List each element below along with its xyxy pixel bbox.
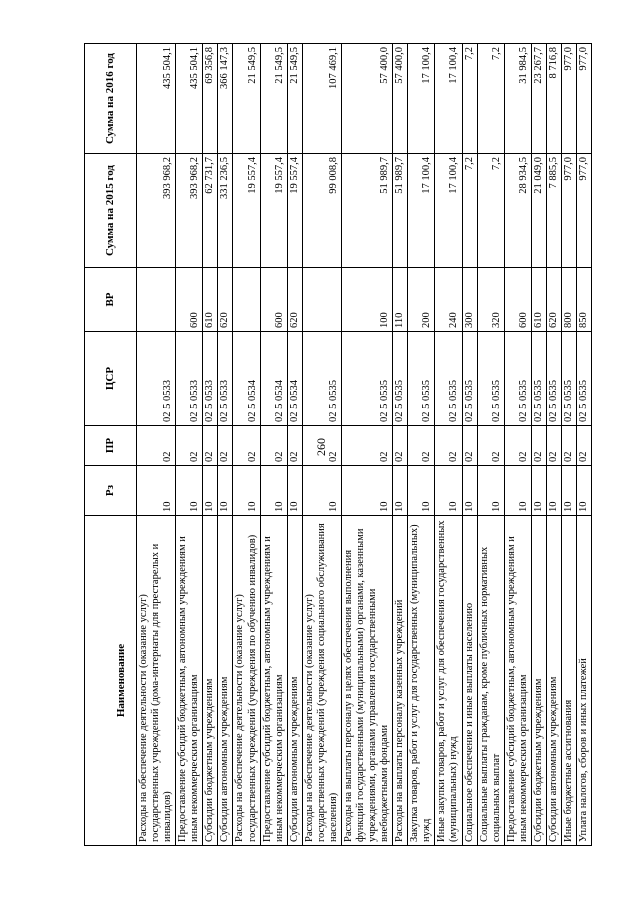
table-row [233,44,260,846]
cell-vr: 620 [287,268,302,332]
table-row [577,44,592,846]
cell-rz: 10 [504,466,531,516]
rotated-table-container [84,44,589,846]
cell-rz: 10 [302,466,341,516]
cell-name: Расходы на выплаты персоналу казенных учреждений [393,516,408,846]
cell-sum-2015: 28 934,5 [504,154,531,268]
table-row [302,44,341,846]
cell-sum-2015: 7,2 [462,154,477,268]
table-row [203,44,218,846]
cell-sum-2015: 51 989,7 [341,154,392,268]
cell-pr: 02 [393,426,408,466]
header-sum-2016: Сумма на 2016 год [85,44,137,154]
cell-sum-2016: 435 504,1 [176,44,203,154]
cell-csr: 02 5 0535 [577,332,592,426]
cell-sum-2015: 977,0 [561,154,576,268]
cell-csr: 02 5 0533 [203,332,218,426]
cell-sum-2015: 21 049,0 [531,154,546,268]
table-row [435,44,462,846]
cell-sum-2015: 19 557,4 [233,154,260,268]
cell-rz: 10 [137,466,176,516]
cell-sum-2015: 51 989,7 [393,154,408,268]
cell-rz: 10 [577,466,592,516]
cell-sum-2015: 393 968,2 [176,154,203,268]
cell-name: Иные бюджетные ассигнования [561,516,576,846]
cell-name: Расходы на выплаты персоналу в целях обеспечения выполнения функций государственными (муниципальными) органами, казенными учреждениями, органами управления государственными внебюджетными фондами [341,516,392,846]
header-pr: ПР [85,426,137,466]
table-row [176,44,203,846]
table-row [561,44,576,846]
cell-vr: 600 [504,268,531,332]
cell-csr: 02 5 0535 [393,332,408,426]
cell-vr: 110 [393,268,408,332]
cell-sum-2015: 17 100,4 [435,154,462,268]
cell-name: Предоставление субсидий бюджетным, автономным учреждениям и иным некоммерческим организациям [176,516,203,846]
cell-rz: 10 [218,466,233,516]
page-number: 260 [314,438,328,456]
cell-vr: 610 [531,268,546,332]
cell-sum-2015: 19 557,4 [260,154,287,268]
cell-name: Расходы на обеспечение деятельности (оказание услуг) государственных учреждений (дома-интернаты для престарелых и инвалидов) [137,516,176,846]
table-row [408,44,435,846]
cell-sum-2015: 7 885,5 [546,154,561,268]
cell-sum-2015: 19 557,4 [287,154,302,268]
cell-name: Субсидии бюджетным учреждениям [531,516,546,846]
table-row [504,44,531,846]
cell-csr: 02 5 0535 [302,332,341,426]
cell-csr: 02 5 0534 [287,332,302,426]
cell-pr: 02 [203,426,218,466]
cell-rz: 10 [233,466,260,516]
cell-name: Социальное обеспечение и иные выплаты населению [462,516,477,846]
cell-rz: 10 [341,466,392,516]
cell-sum-2016: 21 549,5 [287,44,302,154]
cell-rz: 10 [176,466,203,516]
table-row [462,44,477,846]
table-row [477,44,504,846]
cell-sum-2016: 107 469,1 [302,44,341,154]
cell-rz: 10 [435,466,462,516]
table-body [137,44,592,846]
cell-pr: 02 [176,426,203,466]
cell-name: Субсидии бюджетным учреждениям [203,516,218,846]
cell-sum-2016: 7,2 [477,44,504,154]
cell-name: Иные закупки товаров, работ и услуг для обеспечения государственных (муниципальных) нужд [435,516,462,846]
cell-vr: 610 [203,268,218,332]
cell-vr: 620 [546,268,561,332]
cell-sum-2016: 31 984,5 [504,44,531,154]
cell-pr: 02 [260,426,287,466]
cell-name: Субсидии автономным учреждениям [546,516,561,846]
cell-csr: 02 5 0535 [408,332,435,426]
cell-csr: 02 5 0535 [561,332,576,426]
cell-sum-2016: 57 400,0 [393,44,408,154]
cell-csr: 02 5 0535 [531,332,546,426]
cell-rz: 10 [477,466,504,516]
cell-name: Предоставление субсидий бюджетным, автономным учреждениям и иным некоммерческим организациям [504,516,531,846]
cell-csr: 02 5 0534 [260,332,287,426]
cell-pr: 02 [341,426,392,466]
cell-sum-2016: 8 716,8 [546,44,561,154]
budget-table [84,43,592,846]
cell-pr: 02 [233,426,260,466]
header-sum-2015: Сумма на 2015 год [85,154,137,268]
header-csr: ЦСР [85,332,137,426]
cell-csr: 02 5 0535 [477,332,504,426]
cell-rz: 10 [546,466,561,516]
cell-vr: 200 [408,268,435,332]
cell-sum-2016: 7,2 [462,44,477,154]
cell-pr: 02 [137,426,176,466]
cell-sum-2016: 69 356,8 [203,44,218,154]
cell-csr: 02 5 0535 [462,332,477,426]
cell-vr: 100 [341,268,392,332]
cell-rz: 10 [531,466,546,516]
cell-vr: 320 [477,268,504,332]
cell-csr: 02 5 0533 [137,332,176,426]
cell-vr [137,268,176,332]
cell-sum-2016: 21 549,5 [233,44,260,154]
cell-sum-2016: 21 549,5 [260,44,287,154]
cell-sum-2015: 62 731,7 [203,154,218,268]
cell-vr: 850 [577,268,592,332]
cell-vr: 240 [435,268,462,332]
cell-pr: 02 [561,426,576,466]
cell-sum-2015: 977,0 [577,154,592,268]
cell-sum-2016: 17 100,4 [435,44,462,154]
cell-sum-2016: 23 267,7 [531,44,546,154]
table-row [341,44,392,846]
cell-pr: 02 [577,426,592,466]
cell-vr: 600 [260,268,287,332]
header-name: Наименование [85,516,137,846]
cell-sum-2016: 435 504,1 [137,44,176,154]
cell-sum-2015: 7,2 [477,154,504,268]
cell-name: Социальные выплаты гражданам, кроме публичных нормативных социальных выплат [477,516,504,846]
cell-pr: 02 [504,426,531,466]
cell-sum-2015: 393 968,2 [137,154,176,268]
cell-rz: 10 [561,466,576,516]
cell-csr: 02 5 0535 [504,332,531,426]
table-row [531,44,546,846]
cell-pr: 02 [302,426,341,466]
cell-sum-2015: 17 100,4 [408,154,435,268]
cell-pr: 02 [531,426,546,466]
table-header-row [85,44,137,846]
cell-sum-2016: 977,0 [577,44,592,154]
cell-csr: 02 5 0533 [176,332,203,426]
cell-sum-2016: 17 100,4 [408,44,435,154]
cell-vr [233,268,260,332]
cell-name: Субсидии автономным учреждениям [287,516,302,846]
header-rz: Рз [85,466,137,516]
cell-sum-2016: 977,0 [561,44,576,154]
cell-csr: 02 5 0535 [546,332,561,426]
cell-pr: 02 [435,426,462,466]
cell-rz: 10 [260,466,287,516]
cell-csr: 02 5 0533 [218,332,233,426]
cell-csr: 02 5 0535 [435,332,462,426]
header-vr: ВР [85,268,137,332]
cell-pr: 02 [462,426,477,466]
table-row [546,44,561,846]
cell-vr [302,268,341,332]
cell-name: Уплата налогов, сборов и иных платежей [577,516,592,846]
cell-name: Предоставление субсидий бюджетным, автономным учреждениям и иным некоммерческим организациям [260,516,287,846]
table-row [260,44,287,846]
cell-pr: 02 [218,426,233,466]
table-row [393,44,408,846]
cell-sum-2016: 57 400,0 [341,44,392,154]
cell-vr: 600 [176,268,203,332]
cell-pr: 02 [287,426,302,466]
cell-name: Субсидии автономным учреждениям [218,516,233,846]
cell-rz: 10 [393,466,408,516]
cell-pr: 02 [477,426,504,466]
cell-csr: 02 5 0534 [233,332,260,426]
cell-vr: 300 [462,268,477,332]
cell-rz: 10 [203,466,218,516]
table-row [218,44,233,846]
cell-name: Закупка товаров, работ и услуг для государственных (муниципальных) нужд [408,516,435,846]
cell-sum-2016: 366 147,3 [218,44,233,154]
cell-rz: 10 [408,466,435,516]
cell-sum-2015: 331 236,5 [218,154,233,268]
table-row [137,44,176,846]
cell-vr: 800 [561,268,576,332]
table-row [287,44,302,846]
cell-vr: 620 [218,268,233,332]
cell-sum-2015: 99 008,8 [302,154,341,268]
cell-rz: 10 [462,466,477,516]
cell-name: Расходы на обеспечение деятельности (оказание услуг) государственных учреждений (учреждения социального обслуживания населения) [302,516,341,846]
cell-rz: 10 [287,466,302,516]
cell-pr: 02 [408,426,435,466]
cell-pr: 02 [546,426,561,466]
cell-csr: 02 5 0535 [341,332,392,426]
cell-name: Расходы на обеспечение деятельности (оказание услуг) государственных учреждений (учреждения по обучению инвалидов) [233,516,260,846]
